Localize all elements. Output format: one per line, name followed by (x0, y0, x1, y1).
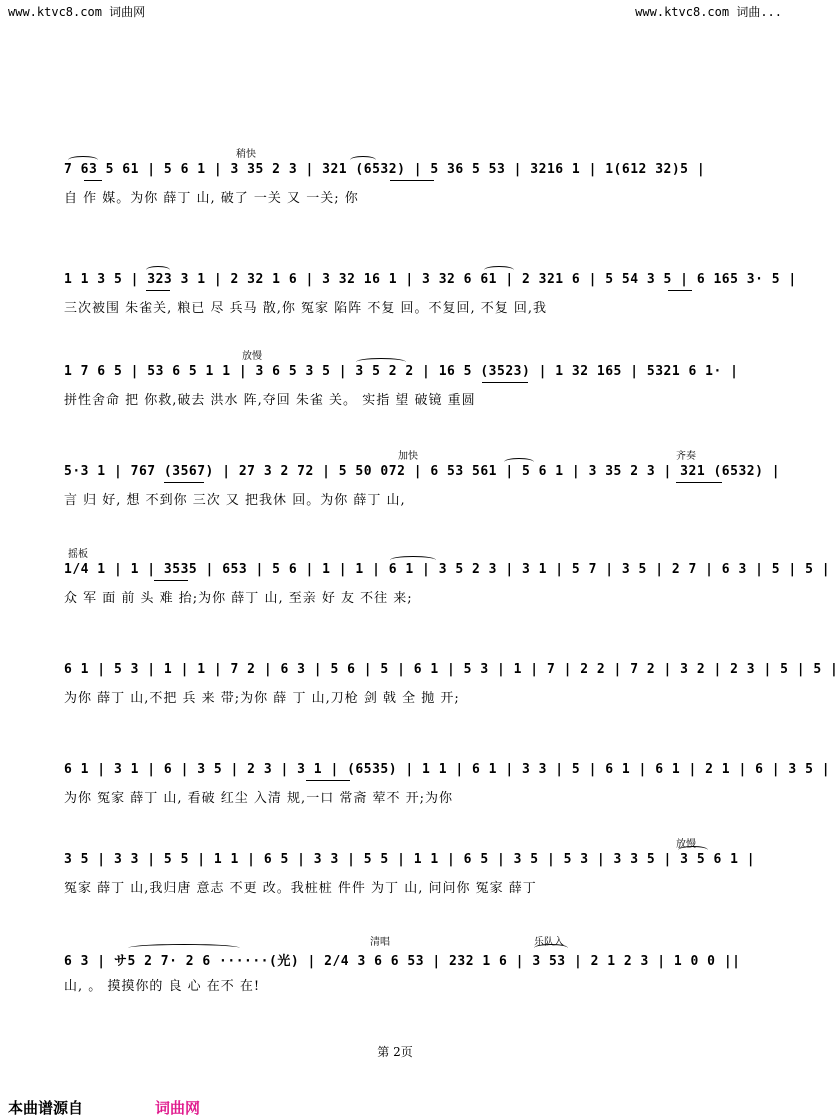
notation-line: 3 5 | 3 3 | 5 5 | 1 1 | 6 5 | 3 3 | 5 5 | 1 1 | 6 5 | 3 5 | 5 3 | 3 3 5 | 3 5 6 1 | (64, 852, 756, 867)
site-watermark-right: www.ktvc8.com 词曲... (635, 5, 782, 19)
lyrics-line: 冤家 薛丁 山,我归唐 意志 不更 改。我桩桩 件件 为丁 山, 问问你 冤家 薛丁 (64, 881, 537, 896)
tempo-mark: 放慢 (676, 839, 696, 850)
tempo-mark: 加快 (398, 451, 418, 462)
notation-line: 1/4 1 | 1 | 3535 | 653 | 5 6 | 1 | 1 | 6 1 | 3 5 2 3 | 3 1 | 5 7 | 3 5 | 2 7 | 6 3 | 5 | 5 | (64, 562, 831, 577)
source-label: 本曲谱源自 (8, 1099, 84, 1117)
notation-line: 6 1 | 5 3 | 1 | 1 | 7 2 | 6 3 | 5 6 | 5 | 6 1 | 5 3 | 1 | 7 | 2 2 | 7 2 | 3 2 | 2 3 | 5 | 5 | (64, 662, 838, 677)
site-watermark-left: www.ktvc8.com 词曲网 (8, 5, 146, 19)
lyrics-line: 言 归 好, 想 不到你 三次 又 把我休 回。为你 薛丁 山, (64, 493, 406, 508)
notation-line: 6 1 | 3 1 | 6 | 3 5 | 2 3 | 3 1 | (6535) | 1 1 | 6 1 | 3 3 | 5 | 6 1 | 6 1 | 2 1 | 6 | 3 5 | (64, 762, 831, 777)
performance-mark: 清唱 (370, 937, 390, 948)
lyrics-line: 为你 冤家 薛丁 山, 看破 红尘 入清 规,一口 常斋 荤不 开;为你 (64, 791, 453, 806)
notation-line: 7 63 5 61 | 5 6 1 | 3 35 2 3 | 321 (6532) | 5 36 5 53 | 3216 1 | 1(612 32)5 | (64, 162, 706, 177)
score-system-8 (64, 832, 756, 902)
instrument-mark: 齐奏 (676, 451, 696, 462)
lyrics-line: 三次被围 朱雀关, 粮已 尽 兵马 散,你 冤家 陷阵 不复 回。不复回, 不复 回,我 (64, 301, 547, 316)
notation-line: 5·3 1 | 767 (3567) | 27 3 2 72 | 5 50 072 | 6 53 561 | 5 6 1 | 3 35 2 3 | 321 (6532) | (64, 464, 781, 479)
score-system-2 (64, 252, 797, 322)
notation-line: 1 1 3 5 | 323 3 1 | 2 32 1 6 | 3 32 16 1 | 3 32 6 61 | 2 321 6 | 5 54 3 5 | 6 165 3· 5 | (64, 272, 797, 287)
lyrics-line: 自 作 媒。为你 薛丁 山, 破了 一关 又 一关; 你 (64, 191, 359, 206)
tempo-mark: 摇板 (68, 549, 88, 560)
lyrics-line: 为你 薛丁 山,不把 兵 来 带;为你 薛 丁 山,刀枪 剑 戟 全 抛 开; (64, 691, 460, 706)
page-number: 第 2页 (377, 1045, 413, 1059)
instrument-mark: 乐队入 (534, 937, 564, 948)
score-system-4 (64, 444, 781, 514)
score-system-1 (64, 142, 730, 212)
lyrics-line: 众 军 面 前 头 难 抬;为你 薛丁 山, 至亲 好 友 不往 来; (64, 591, 413, 606)
tempo-mark: 放慢 (242, 351, 262, 362)
lyrics-line: 拼性舍命 把 你救,破去 洪水 阵,夺回 朱雀 关。 实指 望 破镜 重圆 (64, 393, 476, 408)
score-system-9 (64, 930, 741, 1000)
lyrics-line: 山, 。 摸摸你的 良 心 在不 在! (64, 979, 261, 994)
score-system-7 (64, 742, 831, 812)
notation-line: 1 7 6 5 | 53 6 5 1 1 | 3 6 5 3 5 | 3 5 2 2 | 16 5 (3523) | 1 32 165 | 5321 6 1· | (64, 364, 739, 379)
notation-line: 6 3 | サ5 2 7· 2 6 ······(光) | 2/4 3 6 6 53 | 232 1 6 | 3 53 | 2 1 2 3 | 1 0 0 || (64, 954, 741, 969)
score-system-3 (64, 344, 739, 414)
source-site-link[interactable]: 词曲网 (155, 1099, 201, 1117)
score-system-5 (64, 542, 831, 612)
score-system-6 (64, 642, 838, 712)
tempo-mark: 稍快 (236, 149, 256, 160)
